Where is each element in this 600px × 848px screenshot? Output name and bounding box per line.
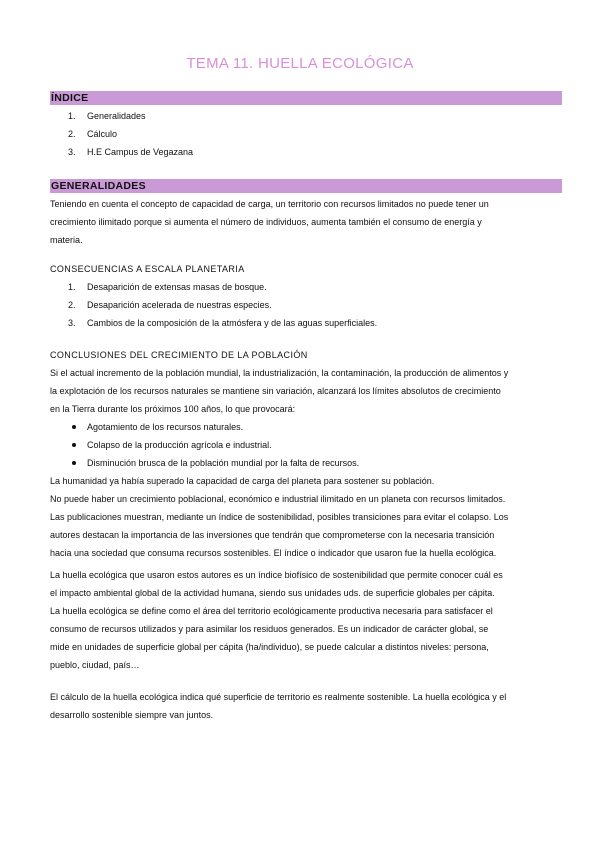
- item-text: Cálculo: [87, 129, 118, 139]
- indice-item: [50, 125, 566, 143]
- text-line: mide en unidades de superficie global per cápita (ha/individuo), se puede calcular a distintos niveles: persona,: [50, 642, 489, 652]
- item-text: Disminución brusca de la población mundial por la falta de recursos.: [87, 458, 360, 468]
- indice-list: [50, 107, 566, 161]
- text-line: Si el actual incremento de la población mundial, la industrialización, la contaminación, la producción de alimentos y: [50, 368, 509, 378]
- item-text: Desaparición acelerada de nuestras especies.: [87, 300, 272, 310]
- conclusiones-heading: CONCLUSIONES DEL CRECIMIENTO DE LA POBLACIÓN: [50, 350, 308, 360]
- consecuencia-item: [50, 296, 566, 314]
- item-number: 1.: [68, 282, 76, 292]
- text-line: el impacto ambiental global de la actividad humana, siendo sus unidades uds. de superficie globales per cápita.: [50, 588, 495, 598]
- generalidades-intro: [50, 195, 566, 249]
- text-line: La huella ecológica se define como el área del territorio ecológicamente productiva necesaria para satisfacer el: [50, 606, 493, 616]
- text-line: autores destacan la importancia de las inversiones que tendrán que comprometerse con la necesaria transición: [50, 530, 495, 540]
- item-text: Desaparición de extensas masas de bosque.: [87, 282, 267, 292]
- text-line: No puede haber un crecimiento poblacional, económico e industrial ilimitado en un planeta con recursos limitados.: [50, 494, 506, 504]
- text-line: desarrollo sostenible siempre van juntos.: [50, 710, 214, 720]
- consecuencia-item: [50, 278, 566, 296]
- item-number: 1.: [68, 111, 76, 121]
- item-text: Agotamiento de los recursos naturales.: [87, 422, 244, 432]
- text-line: El cálculo de la huella ecológica indica qué superficie de territorio es realmente sostenible. La huella ecológica y el: [50, 692, 507, 702]
- calculo-paragraph: [50, 688, 566, 724]
- text-line: consumo de recursos utilizados y para asimilar los residuos generados. Es un indicador de carácter global, se: [50, 624, 489, 634]
- item-text: Colapso de la producción agrícola e industrial.: [87, 440, 272, 450]
- bullet-item: [50, 418, 566, 436]
- item-text: Generalidades: [87, 111, 146, 121]
- item-number: 2.: [68, 300, 76, 310]
- consecuencias-heading: CONSECUENCIAS A ESCALA PLANETARIA: [50, 264, 245, 274]
- bullet-item: [50, 436, 566, 454]
- text-line: La humanidad ya había superado la capacidad de carga del planeta para sostener su población.: [50, 476, 435, 486]
- item-number: 3.: [68, 147, 76, 157]
- text-line: hacia una sociedad que consuma recursos sostenibles. El índice o indicador que usaron fue la huella ecológica.: [50, 548, 497, 558]
- indice-list-container: [50, 107, 566, 161]
- bullet-dot: [72, 461, 76, 465]
- text-line: La huella ecológica que usaron estos autores es un índice biofísico de sostenibilidad que permite conocer cuál es: [50, 570, 503, 580]
- item-number: 3.: [68, 318, 76, 328]
- conclusiones-section: [50, 346, 566, 562]
- consecuencia-item: [50, 314, 566, 332]
- item-text: H.E Campus de Vegazana: [87, 147, 194, 157]
- text-line: la explotación de los recursos naturales se mantiene sin variación, alcanzará los límites absolutos de crecimiento: [50, 386, 501, 396]
- item-number: 2.: [68, 129, 76, 139]
- text-line: materia.: [50, 235, 83, 245]
- text-line: Las publicaciones muestran, mediante un índice de sostenibilidad, posibles transiciones para evitar el colapso. Los: [50, 512, 509, 522]
- consecuencias-list: [50, 278, 566, 332]
- indice-item: [50, 107, 566, 125]
- text-line: Teniendo en cuenta el concepto de capacidad de carga, un territorio con recursos limitados no puede tener un: [50, 199, 489, 209]
- indice-heading: ÍNDICE: [50, 91, 562, 105]
- text-line: en la Tierra durante los próximos 100 años, lo que provocará:: [50, 404, 296, 414]
- bullet-dot: [72, 443, 76, 447]
- page-title: TEMA 11. HUELLA ECOLÓGICA: [186, 55, 414, 72]
- text-line: crecimiento ilimitado porque si aumenta el número de individuos, aumenta también el consumo de energía y: [50, 217, 482, 227]
- generalidades-heading: GENERALIDADES: [50, 179, 562, 193]
- bullet-item: [50, 454, 566, 472]
- huella-paragraph: [50, 566, 566, 674]
- consecuencias-section: [50, 260, 566, 332]
- indice-item: [50, 143, 566, 161]
- conclusiones-bullets: [50, 418, 566, 472]
- item-text: Cambios de la composición de la atmósfera y de las aguas superficiales.: [87, 318, 378, 328]
- bullet-dot: [72, 425, 76, 429]
- text-line: pueblo, ciudad, país…: [50, 660, 140, 670]
